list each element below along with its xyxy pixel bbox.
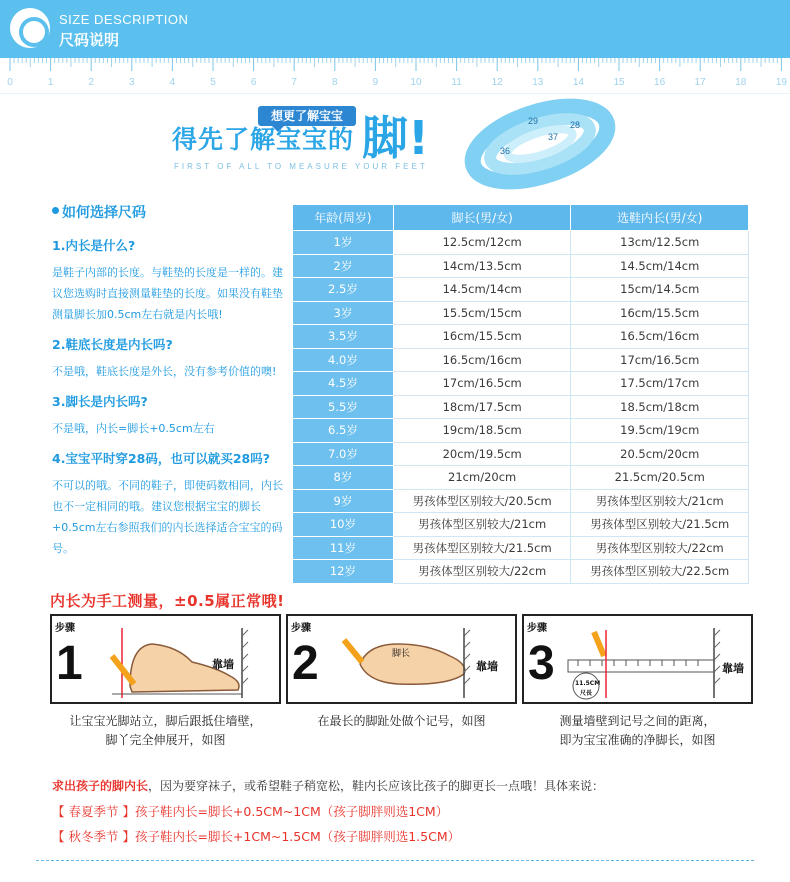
ruler-tick-label: 17 (694, 77, 706, 88)
ruler-tick-label: 1 (47, 77, 54, 88)
inner-length-cell: 17.5cm/17cm (571, 372, 749, 396)
age-cell: 4.0岁 (293, 348, 394, 372)
age-cell: 10岁 (293, 513, 394, 537)
age-cell: 2.5岁 (293, 278, 394, 302)
banner (0, 94, 790, 194)
ruler-tick-label: 2 (88, 77, 94, 88)
winter-rule: 【 秋冬季节 】孩子鞋内长=脚长+1CM~1.5CM（孩子脚胖则选1.5CM） (52, 829, 461, 844)
ruler-tick-label: 13 (532, 77, 544, 88)
step-number: 2 (292, 637, 319, 690)
measurement-tolerance-note: 内长为手工测量，±0.5属正常哦! (50, 592, 285, 610)
dashed-divider (36, 860, 754, 861)
faq-answer: 不是哦，内长=脚长+0.5cm左右 (52, 422, 215, 435)
foot-length-cell: 17cm/16.5cm (393, 372, 571, 396)
step-2-card (286, 614, 517, 704)
size-table (292, 204, 749, 584)
faq-section (50, 202, 290, 569)
ruler-tick-label: 18 (735, 77, 747, 88)
step-number: 1 (56, 637, 83, 690)
inner-length-cell: 17cm/16.5cm (571, 348, 749, 372)
ruler-measure-icon (524, 616, 751, 702)
inner-length-cell: 14.5cm/14cm (571, 254, 749, 278)
foot-length-cell: 16cm/15.5cm (393, 325, 571, 349)
banner-headline: 得先了解宝宝的 (172, 125, 355, 154)
faq-title: 如何选择尺码 (50, 202, 290, 222)
wall-label: 靠墙 (212, 658, 234, 671)
inner-length-cell: 19.5cm/19cm (571, 419, 749, 443)
size-circle-icon (10, 8, 50, 48)
inner-length-cell: 16.5cm/16cm (571, 325, 749, 349)
step-number: 3 (528, 637, 555, 690)
inner-length-cell: 20.5cm/20cm (571, 442, 749, 466)
foot-against-wall-icon (52, 616, 279, 702)
ruler (0, 58, 790, 94)
caption-line: 即为宝宝准确的净脚长，如图 (559, 733, 716, 747)
age-cell: 2岁 (293, 254, 394, 278)
foot-length-cell: 20cm/19.5cm (393, 442, 571, 466)
faq-answer: 不是哦，鞋底长度是外长，没有参考价值的噢! (52, 365, 277, 378)
faq-question: 2.鞋底长度是内长吗? (52, 337, 173, 352)
table-row (293, 395, 749, 419)
faq-question: 1.内长是什么? (52, 238, 136, 253)
foot-length-cell: 16.5cm/16cm (393, 348, 571, 372)
inner-length-cell: 15cm/14.5cm (571, 278, 749, 302)
age-cell: 4.5岁 (293, 372, 394, 396)
column-header-foot-length: 脚长(男/女) (393, 205, 571, 231)
age-cell: 9岁 (293, 489, 394, 513)
svg-text:29: 29 (528, 116, 539, 126)
ruler-tick-label: 9 (372, 77, 379, 88)
caption-line: 脚丫完全伸展开，如图 (105, 733, 226, 747)
ruler-tick-label: 3 (129, 77, 135, 88)
svg-text:36: 36 (500, 146, 511, 156)
foot-length-cell: 12.5cm/12cm (393, 231, 571, 255)
inner-length-cell: 男孩体型区别较大/21.5cm (571, 513, 749, 537)
header-band (0, 0, 790, 58)
table-row (293, 536, 749, 560)
table-header-row (293, 205, 749, 231)
inner-length-cell: 18.5cm/18cm (571, 395, 749, 419)
faq-answer: 不可以的哦。不同的鞋子，即使码数相同，内长也不一定相同的哦。建议您根据宝宝的脚长+0.5cm左右参照我们的内长选择适合宝宝的码号。 (52, 479, 283, 555)
foot-length-cell: 19cm/18.5cm (393, 419, 571, 443)
foot-length-cell: 男孩体型区别较大/22cm (393, 560, 571, 584)
ruler-tick-label: 15 (613, 77, 625, 88)
ruler-tick-label: 7 (291, 77, 297, 88)
foot-length-cell: 男孩体型区别较大/21cm (393, 513, 571, 537)
caption-line: 测量墙壁到记号之间的距离， (559, 714, 716, 728)
step-1-card (50, 614, 281, 704)
table-row (293, 348, 749, 372)
banner-foot-char: 脚! (362, 111, 429, 165)
step-3-card (522, 614, 753, 704)
table-row (293, 466, 749, 490)
column-header-inner-length: 选鞋内长(男/女) (571, 205, 749, 231)
wall-label: 靠墙 (476, 660, 498, 673)
age-cell: 1岁 (293, 231, 394, 255)
ruler-tick-label: 10 (410, 77, 422, 88)
table-row (293, 325, 749, 349)
age-cell: 3岁 (293, 301, 394, 325)
table-row (293, 442, 749, 466)
age-cell: 12岁 (293, 560, 394, 584)
ruler-tick-label: 4 (169, 77, 176, 88)
header-title-en: SIZE DESCRIPTION (59, 12, 189, 27)
age-cell: 11岁 (293, 536, 394, 560)
inner-length-cell: 男孩体型区别较大/22cm (571, 536, 749, 560)
table-row (293, 254, 749, 278)
table-row (293, 513, 749, 537)
step-tag: 步骤 (55, 623, 75, 634)
measure-value-label: 11.5CM (575, 680, 601, 687)
ruler-tick-label: 8 (332, 77, 338, 88)
step-1-caption (50, 712, 281, 750)
wall-label: 靠墙 (722, 662, 744, 675)
table-row (293, 560, 749, 584)
table-row (293, 301, 749, 325)
table-row (293, 419, 749, 443)
table-row (293, 372, 749, 396)
ruler-tick-label: 12 (491, 77, 503, 88)
header-title-cn: 尺码说明 (59, 31, 120, 49)
step-tag: 步骤 (527, 623, 547, 634)
inner-length-cell: 男孩体型区别较大/21cm (571, 489, 749, 513)
faq-question: 3.脚长是内长吗? (52, 394, 148, 409)
ruler-tick-label: 0 (7, 77, 13, 88)
age-cell: 3.5岁 (293, 325, 394, 349)
ruler-scale (0, 58, 790, 94)
step-2-caption (286, 712, 517, 731)
banner-subtitle-en: FIRST OF ALL TO MEASURE YOUR FEET (174, 162, 428, 171)
measuring-tape-icon (460, 94, 620, 194)
summer-rule: 【 春夏季节 】孩子鞋内长=脚长+0.5CM~1CM（孩子脚胖则选1CM） (52, 804, 449, 819)
banner-bubble: 想更了解宝宝 (258, 106, 356, 126)
inner-length-explanation (52, 777, 604, 794)
svg-text:37: 37 (548, 132, 559, 142)
step-tag: 步骤 (291, 623, 311, 634)
table-row (293, 231, 749, 255)
inner-length-cell: 21.5cm/20.5cm (571, 466, 749, 490)
age-cell: 5.5岁 (293, 395, 394, 419)
faq-answer: 是鞋子内部的长度。与鞋垫的长度是一样的。建议您选购时直接测量鞋垫的长度。如果没有鞋垫测量脚长加0.5cm左右就是内长哦! (52, 266, 283, 321)
ruler-tick-label: 11 (451, 77, 462, 88)
ruler-tick-label: 14 (572, 77, 584, 88)
inner-length-cell: 13cm/12.5cm (571, 231, 749, 255)
age-cell: 6.5岁 (293, 419, 394, 443)
foot-length-cell: 21cm/20cm (393, 466, 571, 490)
ruler-tick-label: 6 (250, 77, 257, 88)
table-row (293, 278, 749, 302)
column-header-age: 年龄(周岁) (293, 205, 394, 231)
ruler-tick-label: 19 (775, 77, 787, 88)
foot-length-cell: 14cm/13.5cm (393, 254, 571, 278)
svg-text:28: 28 (570, 120, 581, 130)
explanation-lead: 求出孩子的脚内长 (52, 779, 149, 793)
ruler-tick-label: 5 (210, 77, 216, 88)
caption-line: 在最长的脚趾处做个记号，如图 (317, 714, 486, 728)
foot-length-cell: 14.5cm/14cm (393, 278, 571, 302)
foot-length-cell: 男孩体型区别较大/20.5cm (393, 489, 571, 513)
foot-length-cell: 18cm/17.5cm (393, 395, 571, 419)
ruler-tick-label: 16 (654, 77, 666, 88)
foot-length-cell: 男孩体型区别较大/21.5cm (393, 536, 571, 560)
foot-length-label: 脚长 (392, 649, 411, 659)
inner-length-cell: 男孩体型区别较大/22.5cm (571, 560, 749, 584)
inner-length-cell: 16cm/15.5cm (571, 301, 749, 325)
step-3-caption (522, 712, 753, 750)
table-row (293, 489, 749, 513)
faq-question: 4.宝宝平时穿28码，也可以就买28吗? (52, 451, 270, 466)
age-cell: 8岁 (293, 466, 394, 490)
caption-line: 让宝宝光脚站立，脚后跟抵住墙壁， (69, 714, 262, 728)
age-cell: 7.0岁 (293, 442, 394, 466)
foot-length-cell: 15.5cm/15cm (393, 301, 571, 325)
explanation-rest: ，因为要穿袜子，或希望鞋子稍宽松，鞋内长应该比孩子的脚更长一点哦！具体来说： (148, 779, 605, 793)
measure-sub-label: 尺長 (580, 690, 593, 697)
